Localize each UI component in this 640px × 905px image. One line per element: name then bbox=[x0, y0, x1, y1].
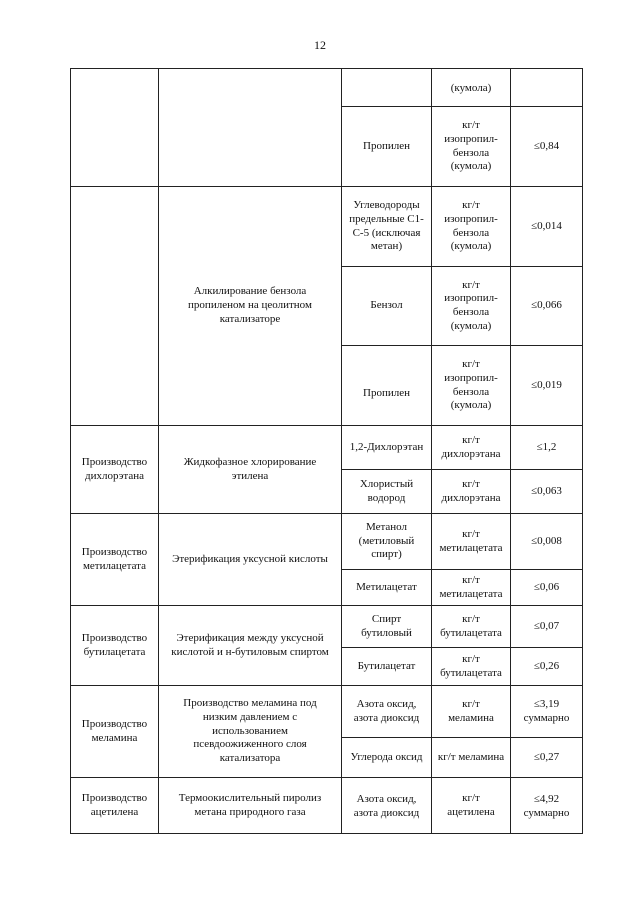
substance-cell: Бензол bbox=[342, 267, 432, 346]
value-cell: ≤0,019 bbox=[511, 346, 583, 426]
value-cell: ≤1,2 bbox=[511, 426, 583, 470]
production-cell: Производство бутилацетата bbox=[71, 606, 159, 686]
substance-cell-empty bbox=[342, 69, 432, 107]
unit-cell: кг/т бутилацетата bbox=[432, 606, 511, 648]
value-cell: ≤0,84 bbox=[511, 107, 583, 187]
substance-cell: 1,2-Дихлорэтан bbox=[342, 426, 432, 470]
production-cell-empty bbox=[71, 69, 159, 187]
unit-cell: кг/т изопропил- бензола (кумола) bbox=[432, 346, 511, 426]
value-cell-empty bbox=[511, 69, 583, 107]
unit-cell: кг/т изопропил- бензола (кумола) bbox=[432, 267, 511, 346]
page-number: 12 bbox=[314, 38, 326, 52]
emissions-table bbox=[70, 68, 583, 834]
unit-cell: кг/т метилацетата bbox=[432, 570, 511, 606]
process-cell: Производство меламина под низким давлением с использованием псевдоожиженного слоя катализатора bbox=[159, 686, 342, 778]
production-cell: Производство метилацетата bbox=[71, 514, 159, 606]
value-cell: ≤0,014 bbox=[511, 187, 583, 267]
table-row bbox=[71, 514, 583, 570]
substance-cell: Углеводороды предельные С1- С-5 (исключая метан) bbox=[342, 187, 432, 267]
substance-cell: Азота оксид, азота диоксид bbox=[342, 778, 432, 834]
substance-cell: Метанол (метиловый спирт) bbox=[342, 514, 432, 570]
production-cell: Производство ацетилена bbox=[71, 778, 159, 834]
substance-cell: Метилацетат bbox=[342, 570, 432, 606]
value-cell: ≤3,19 суммарно bbox=[511, 686, 583, 738]
unit-cell: кг/т дихлорэтана bbox=[432, 470, 511, 514]
value-cell: ≤0,07 bbox=[511, 606, 583, 648]
substance-cell: Пропилен bbox=[342, 346, 432, 426]
process-cell-empty bbox=[159, 69, 342, 187]
unit-cell: кг/т метилацетата bbox=[432, 514, 511, 570]
process-cell: Термоокислительный пиролиз метана природного газа bbox=[159, 778, 342, 834]
substance-cell: Хлористый водород bbox=[342, 470, 432, 514]
table-row bbox=[71, 778, 583, 834]
unit-cell: кг/т изопропил- бензола (кумола) bbox=[432, 107, 511, 187]
table-row bbox=[71, 686, 583, 738]
unit-cell: кг/т меламина bbox=[432, 686, 511, 738]
substance-cell: Азота оксид, азота диоксид bbox=[342, 686, 432, 738]
unit-cell: кг/т изопропил- бензола (кумола) bbox=[432, 187, 511, 267]
substance-cell: Бутилацетат bbox=[342, 648, 432, 686]
table-row bbox=[71, 69, 583, 107]
process-cell: Этерификация между уксусной кислотой и н-бутиловым спиртом bbox=[159, 606, 342, 686]
unit-cell: кг/т ацетилена bbox=[432, 778, 511, 834]
production-cell: Производство дихлорэтана bbox=[71, 426, 159, 514]
unit-cell: (кумола) bbox=[432, 69, 511, 107]
production-cell-empty bbox=[71, 187, 159, 426]
value-cell: ≤0,06 bbox=[511, 570, 583, 606]
value-cell: ≤0,063 bbox=[511, 470, 583, 514]
table-row bbox=[71, 187, 583, 267]
value-cell: ≤0,27 bbox=[511, 738, 583, 778]
unit-cell: кг/т бутилацетата bbox=[432, 648, 511, 686]
production-cell: Производство меламина bbox=[71, 686, 159, 778]
process-cell: Жидкофазное хлорирование этилена bbox=[159, 426, 342, 514]
substance-cell: Углерода оксид bbox=[342, 738, 432, 778]
process-cell: Алкилирование бензола пропиленом на цеолитном катализаторе bbox=[159, 187, 342, 426]
unit-cell: кг/т меламина bbox=[432, 738, 511, 778]
value-cell: ≤0,066 bbox=[511, 267, 583, 346]
table-row bbox=[71, 426, 583, 470]
process-cell: Этерификация уксусной кислоты bbox=[159, 514, 342, 606]
substance-cell: Спирт бутиловый bbox=[342, 606, 432, 648]
value-cell: ≤0,008 bbox=[511, 514, 583, 570]
unit-cell: кг/т дихлорэтана bbox=[432, 426, 511, 470]
value-cell: ≤0,26 bbox=[511, 648, 583, 686]
table-row bbox=[71, 606, 583, 648]
substance-cell: Пропилен bbox=[342, 107, 432, 187]
value-cell: ≤4,92 суммарно bbox=[511, 778, 583, 834]
